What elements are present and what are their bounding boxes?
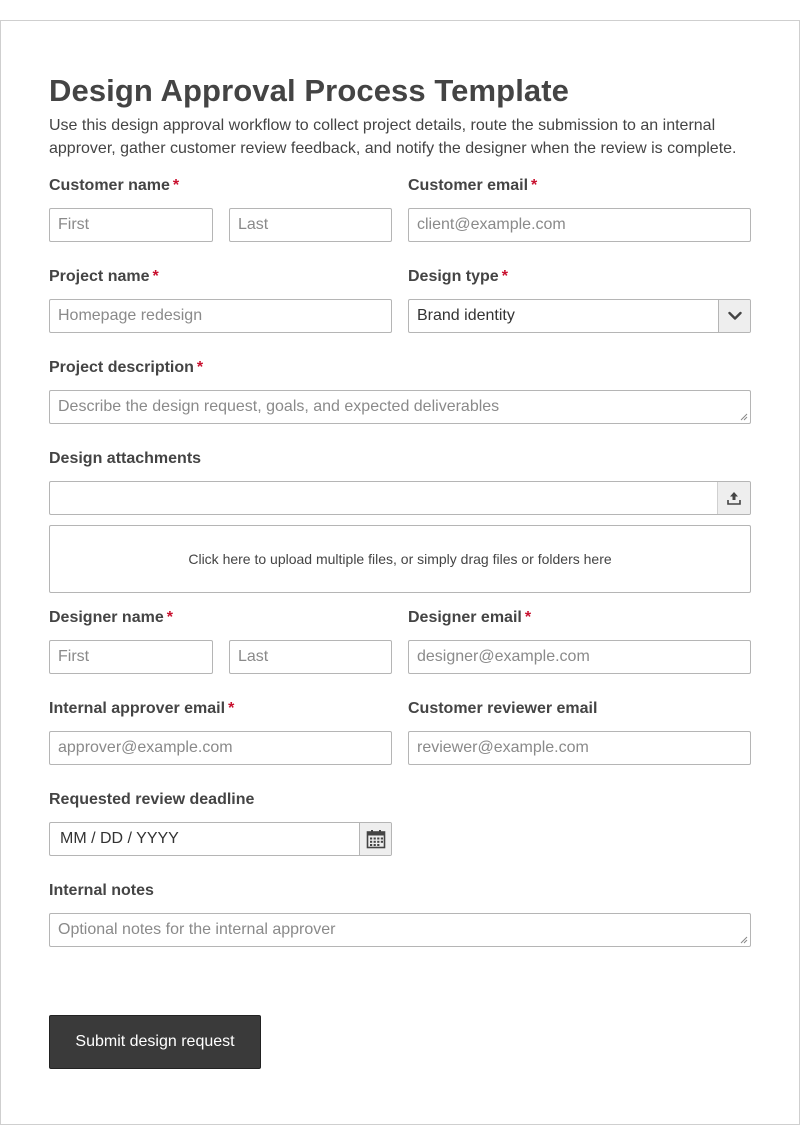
internal-notes-textarea[interactable] — [49, 913, 751, 947]
required-mark: * — [152, 268, 159, 285]
required-mark: * — [524, 609, 532, 626]
customer-name-label-text: Customer name — [49, 177, 170, 194]
design-type-selected-value: Brand identity — [417, 307, 515, 324]
resize-grip-icon[interactable] — [740, 413, 748, 421]
required-mark: * — [531, 177, 538, 194]
project-description-label — [49, 359, 203, 377]
upload-icon — [726, 490, 742, 506]
designer-last-name-input[interactable]: Last — [229, 640, 392, 674]
design-type-select[interactable] — [408, 299, 751, 333]
required-mark: * — [501, 268, 508, 285]
project-name-label-text: Project name — [49, 268, 150, 285]
form-card — [0, 20, 800, 1125]
designer-name-label-text: Designer name — [49, 609, 164, 626]
file-dropzone[interactable]: Click here to upload multiple files, or simply drag files or folders here — [49, 525, 751, 593]
calendar-button[interactable] — [359, 823, 391, 855]
project-description-label-text: Project description — [49, 359, 194, 376]
internal-notes-label: Internal notes — [49, 882, 154, 899]
internal-notes-placeholder: Optional notes for the internal approver — [58, 921, 336, 938]
required-mark: * — [196, 359, 204, 376]
designer-email-label — [408, 609, 531, 627]
project-name-input[interactable]: Homepage redesign — [49, 299, 392, 333]
calendar-icon — [366, 829, 386, 849]
page-title: Design Approval Process Template — [49, 73, 570, 108]
deadline-placeholder: MM / DD / YYYY — [60, 830, 179, 847]
required-mark: * — [166, 609, 173, 626]
customer-email-label-text: Customer email — [408, 177, 529, 194]
approver-email-label — [49, 700, 234, 718]
upload-button[interactable] — [717, 482, 750, 514]
project-name-label — [49, 268, 159, 286]
chevron-down-icon — [728, 311, 742, 321]
customer-email-input[interactable]: client@example.com — [408, 208, 751, 242]
select-toggle[interactable] — [718, 300, 750, 332]
submit-button[interactable]: Submit design request — [49, 1015, 261, 1069]
customer-email-label — [408, 177, 537, 195]
required-mark: * — [172, 177, 180, 194]
reviewer-email-label: Customer reviewer email — [408, 700, 598, 717]
resize-grip-icon[interactable] — [740, 936, 748, 944]
page-description: Use this design approval workflow to collect project details, route the submission to an internal approver, gather customer review feedback, and notify the designer when the review is complete. — [49, 117, 737, 157]
project-description-placeholder: Describe the design request, goals, and expected deliverables — [58, 398, 500, 415]
deadline-label: Requested review deadline — [49, 791, 255, 808]
attachments-file-input[interactable] — [49, 481, 751, 515]
required-mark: * — [228, 700, 235, 717]
designer-email-input[interactable]: designer@example.com — [408, 640, 751, 674]
customer-first-name-input[interactable]: First — [49, 208, 213, 242]
design-type-label-text: Design type — [408, 268, 499, 285]
customer-name-label — [49, 177, 179, 195]
approver-email-label-text: Internal approver email — [49, 700, 226, 717]
design-type-label — [408, 268, 508, 286]
designer-name-label — [49, 609, 173, 627]
designer-first-name-input[interactable]: First — [49, 640, 213, 674]
customer-last-name-input[interactable]: Last — [229, 208, 392, 242]
deadline-date-input[interactable] — [49, 822, 392, 856]
reviewer-email-input[interactable]: reviewer@example.com — [408, 731, 751, 765]
designer-email-label-text: Designer email — [408, 609, 522, 626]
project-description-textarea[interactable] — [49, 390, 751, 424]
design-attachments-label: Design attachments — [49, 450, 202, 467]
approver-email-input[interactable]: approver@example.com — [49, 731, 392, 765]
